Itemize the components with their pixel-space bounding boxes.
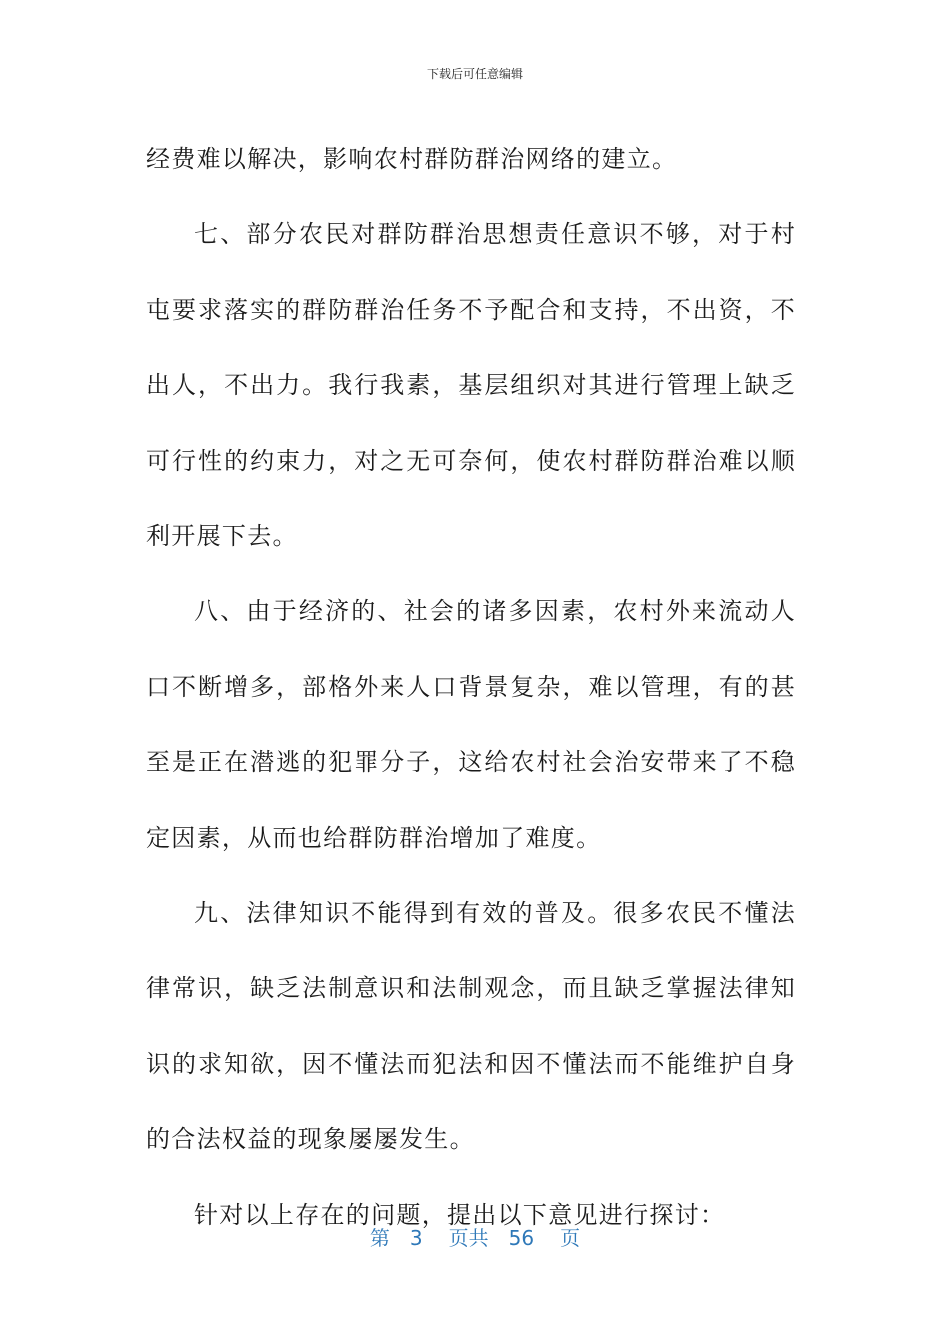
- footer-suffix: 页: [560, 1226, 581, 1250]
- paragraph-conclusion: 针对以上存在的问题，提出以下意见进行探讨：: [194, 1200, 726, 1229]
- paragraph-continuation: 经费难以解决，影响农村群防群治网络的建立。: [146, 145, 678, 173]
- paragraph-item-9: 九、法律知识不能得到有效的普及。很多农民不懂法律常识，缺乏法制意识和法制观念，而且缺乏掌握法律知识的求知欲，因不懂法而犯法和因不懂法而不能维护自身的合法权益的现象屡屡发生。: [146, 899, 796, 1154]
- document-body: [146, 122, 796, 1253]
- footer-current-page: 3: [409, 1226, 423, 1250]
- footer-middle: 页共: [448, 1226, 489, 1250]
- page-footer: [0, 1224, 950, 1252]
- page-header-note: 下载后可任意编辑: [426, 67, 523, 81]
- paragraph-item-8: 八、由于经济的、社会的诸多因素，农村外来流动人口不断增多，部格外来人口背景复杂，难以管理，有的甚至是正在潜逃的犯罪分子，这给农村社会治安带来了不稳定因素，从而也给群防群治增加了难度。: [146, 597, 796, 852]
- footer-total-pages: 56: [508, 1226, 535, 1250]
- paragraph-item-7: 七、部分农民对群防群治思想责任意识不够，对于村屯要求落实的群防群治任务不予配合和支持，不出资，不出人，不出力。我行我素，基层组织对其进行管理上缺乏可行性的约束力，对之无可奈何，使农村群防群治难以顺利开展下去。: [146, 220, 796, 551]
- footer-prefix: 第: [369, 1226, 390, 1250]
